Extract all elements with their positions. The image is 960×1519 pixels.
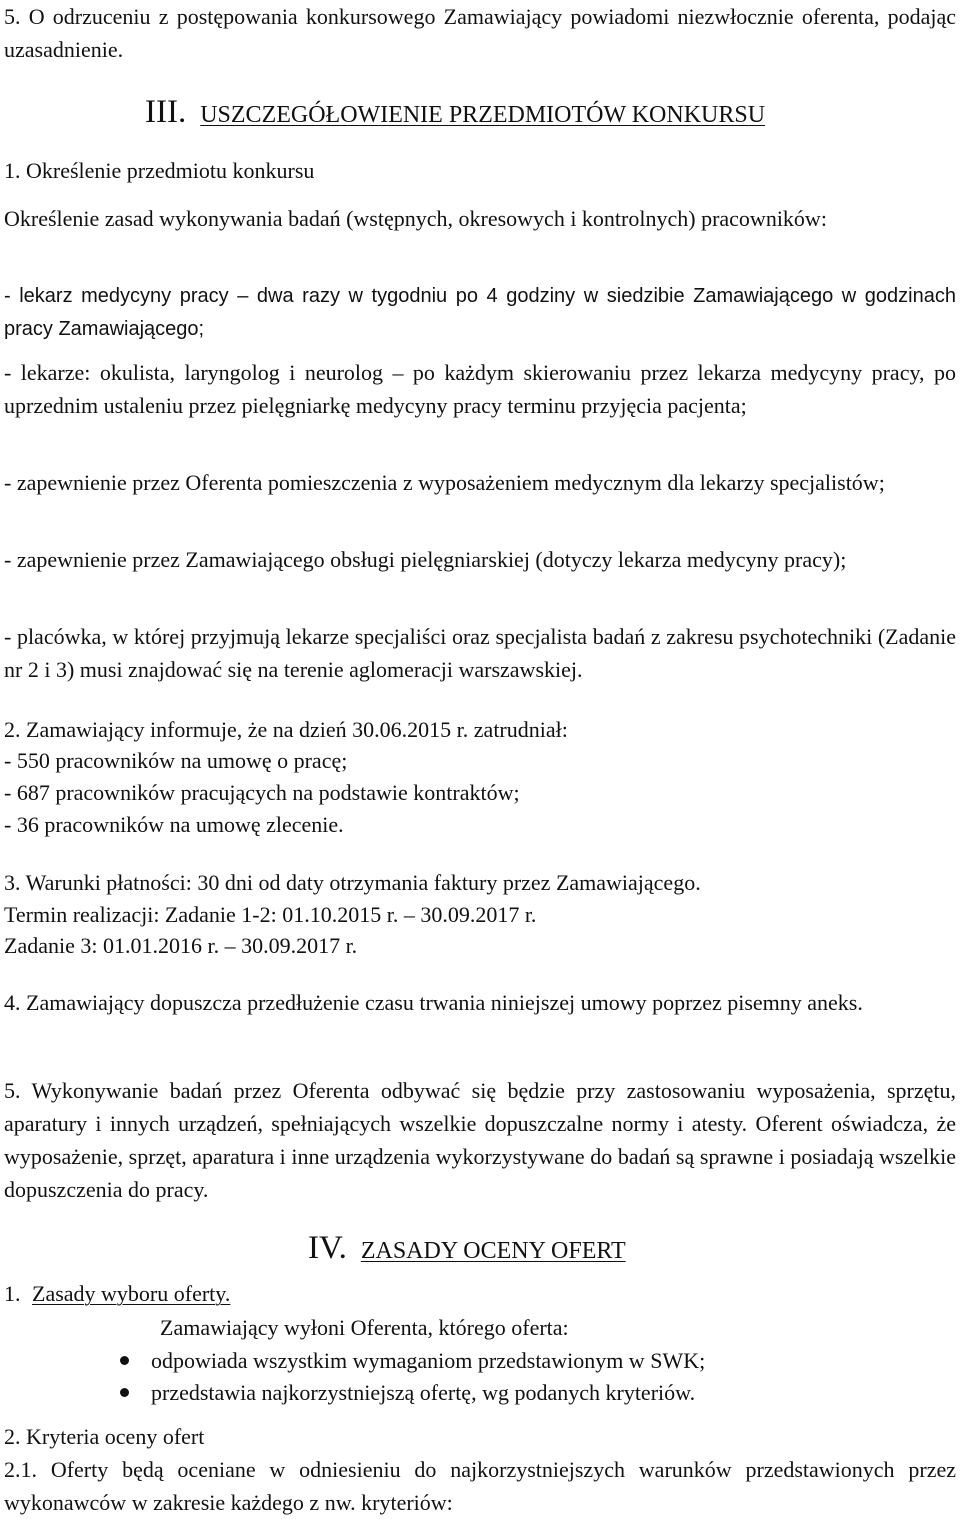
section-4-item-2-1: 2.1. Oferty będą oceniane w odniesieniu do najkorzystniejszych warunków przedstawionych przez wykonawców w zakresie każdego z nw. kryteriów: bbox=[4, 1457, 956, 1515]
section-4-item-1-title: Zasady wyboru oferty. bbox=[32, 1281, 231, 1306]
list-item-facility-location: - placówka, w której przyjmują lekarze specjaliści oraz specjalista badań z zakresu psychotechniki (Zadanie nr 2 i 3) musi znajdować się na terenie aglomeracji warszawskiej. bbox=[4, 624, 956, 682]
item-1-subject-heading: 1. Określenie przedmiotu konkursu bbox=[4, 158, 315, 183]
section-4-item-1 bbox=[4, 1277, 956, 1310]
list-item-offeror-premises: - zapewnienie przez Oferenta pomieszczenia z wyposażeniem medycznym dla lekarzy specjalistów; bbox=[4, 470, 885, 495]
section-4-heading bbox=[308, 1228, 626, 1271]
section-4-item-1-number: 1. bbox=[4, 1281, 21, 1306]
realization-term-tasks-1-2: Termin realizacji: Zadanie 1-2: 01.10.2015 r. – 30.09.2017 r. bbox=[4, 902, 537, 927]
item-5-equipment: 5. Wykonywanie badań przez Oferenta odbywać się będzie przy zastosowaniu wyposażenia, sprzętu, aparatury i innych urządzeń, spełniających wszelkie dopuszczalne normy i atesty. Oferent oświadcza, że wyposażenie, sprzęt, aparatura i inne urządzenia wykorzystywane do badań są sprawne i posiadają wszelkie dopuszczenia do pracy. bbox=[4, 1078, 956, 1202]
bullet-item bbox=[120, 1376, 940, 1409]
bullet-icon bbox=[120, 1356, 129, 1365]
section-3-title: USZCZEGÓŁOWIENIE PRZEDMIOTÓW KONKURSU bbox=[200, 102, 766, 128]
employment-employment-contract: - 550 pracowników na umowę o pracę; bbox=[4, 748, 348, 773]
bullet-text: odpowiada wszystkim wymaganiom przedstawionym w SWK; bbox=[151, 1348, 706, 1373]
paragraph-intro-examinations: Określenie zasad wykonywania badań (wstępnych, okresowych i kontrolnych) pracowników: bbox=[4, 206, 827, 231]
selection-intro: Zamawiający wyłoni Oferenta, którego oferta: bbox=[160, 1315, 569, 1340]
section-3-heading bbox=[145, 92, 765, 135]
employment-mandate-contract: - 36 pracowników na umowę zlecenie. bbox=[4, 812, 344, 837]
list-item-specialist-doctors: - lekarze: okulista, laryngolog i neurolog – po każdym skierowaniu przez lekarza medycyny pracy, po uprzednim ustaleniu przez pielęgniarkę medycyny pracy terminu przyjęcia pacjenta; bbox=[4, 360, 956, 418]
section-4-title: ZASADY OCENY OFERT bbox=[360, 1238, 626, 1264]
realization-term-task-3: Zadanie 3: 01.01.2016 r. – 30.09.2017 r. bbox=[4, 933, 358, 958]
list-item-nursing-service: - zapewnienie przez Zamawiającego obsługi pielęgniarskiej (dotyczy lekarza medycyny pracy); bbox=[4, 547, 847, 572]
bullet-item bbox=[120, 1344, 940, 1377]
paragraph-5-rejection: 5. O odrzuceniu z postępowania konkursowego Zamawiający powiadomi niezwłocznie oferenta, podając uzasadnienie. bbox=[4, 4, 956, 62]
section-4-item-2: 2. Kryteria oceny ofert bbox=[4, 1424, 205, 1449]
item-2-employment-heading: 2. Zamawiający informuje, że na dzień 30.06.2015 r. zatrudniał: bbox=[4, 717, 568, 742]
bullet-icon bbox=[120, 1388, 129, 1397]
bullet-text: przedstawia najkorzystniejszą ofertę, wg podanych kryteriów. bbox=[151, 1380, 696, 1405]
item-4-extension: 4. Zamawiający dopuszcza przedłużenie czasu trwania niniejszej umowy poprzez pisemny aneks. bbox=[4, 990, 863, 1015]
list-item-occupational-doctor: - lekarz medycyny pracy – dwa razy w tygodniu po 4 godziny w siedzibie Zamawiającego w godzinach pracy Zamawiającego; bbox=[4, 285, 956, 340]
employment-contracts: - 687 pracowników pracujących na podstawie kontraktów; bbox=[4, 780, 520, 805]
item-3-payment-terms: 3. Warunki płatności: 30 dni od daty otrzymania faktury przez Zamawiającego. bbox=[4, 870, 701, 895]
section-3-roman-numeral: III. bbox=[145, 94, 187, 130]
section-4-roman-numeral: IV. bbox=[308, 1230, 347, 1266]
